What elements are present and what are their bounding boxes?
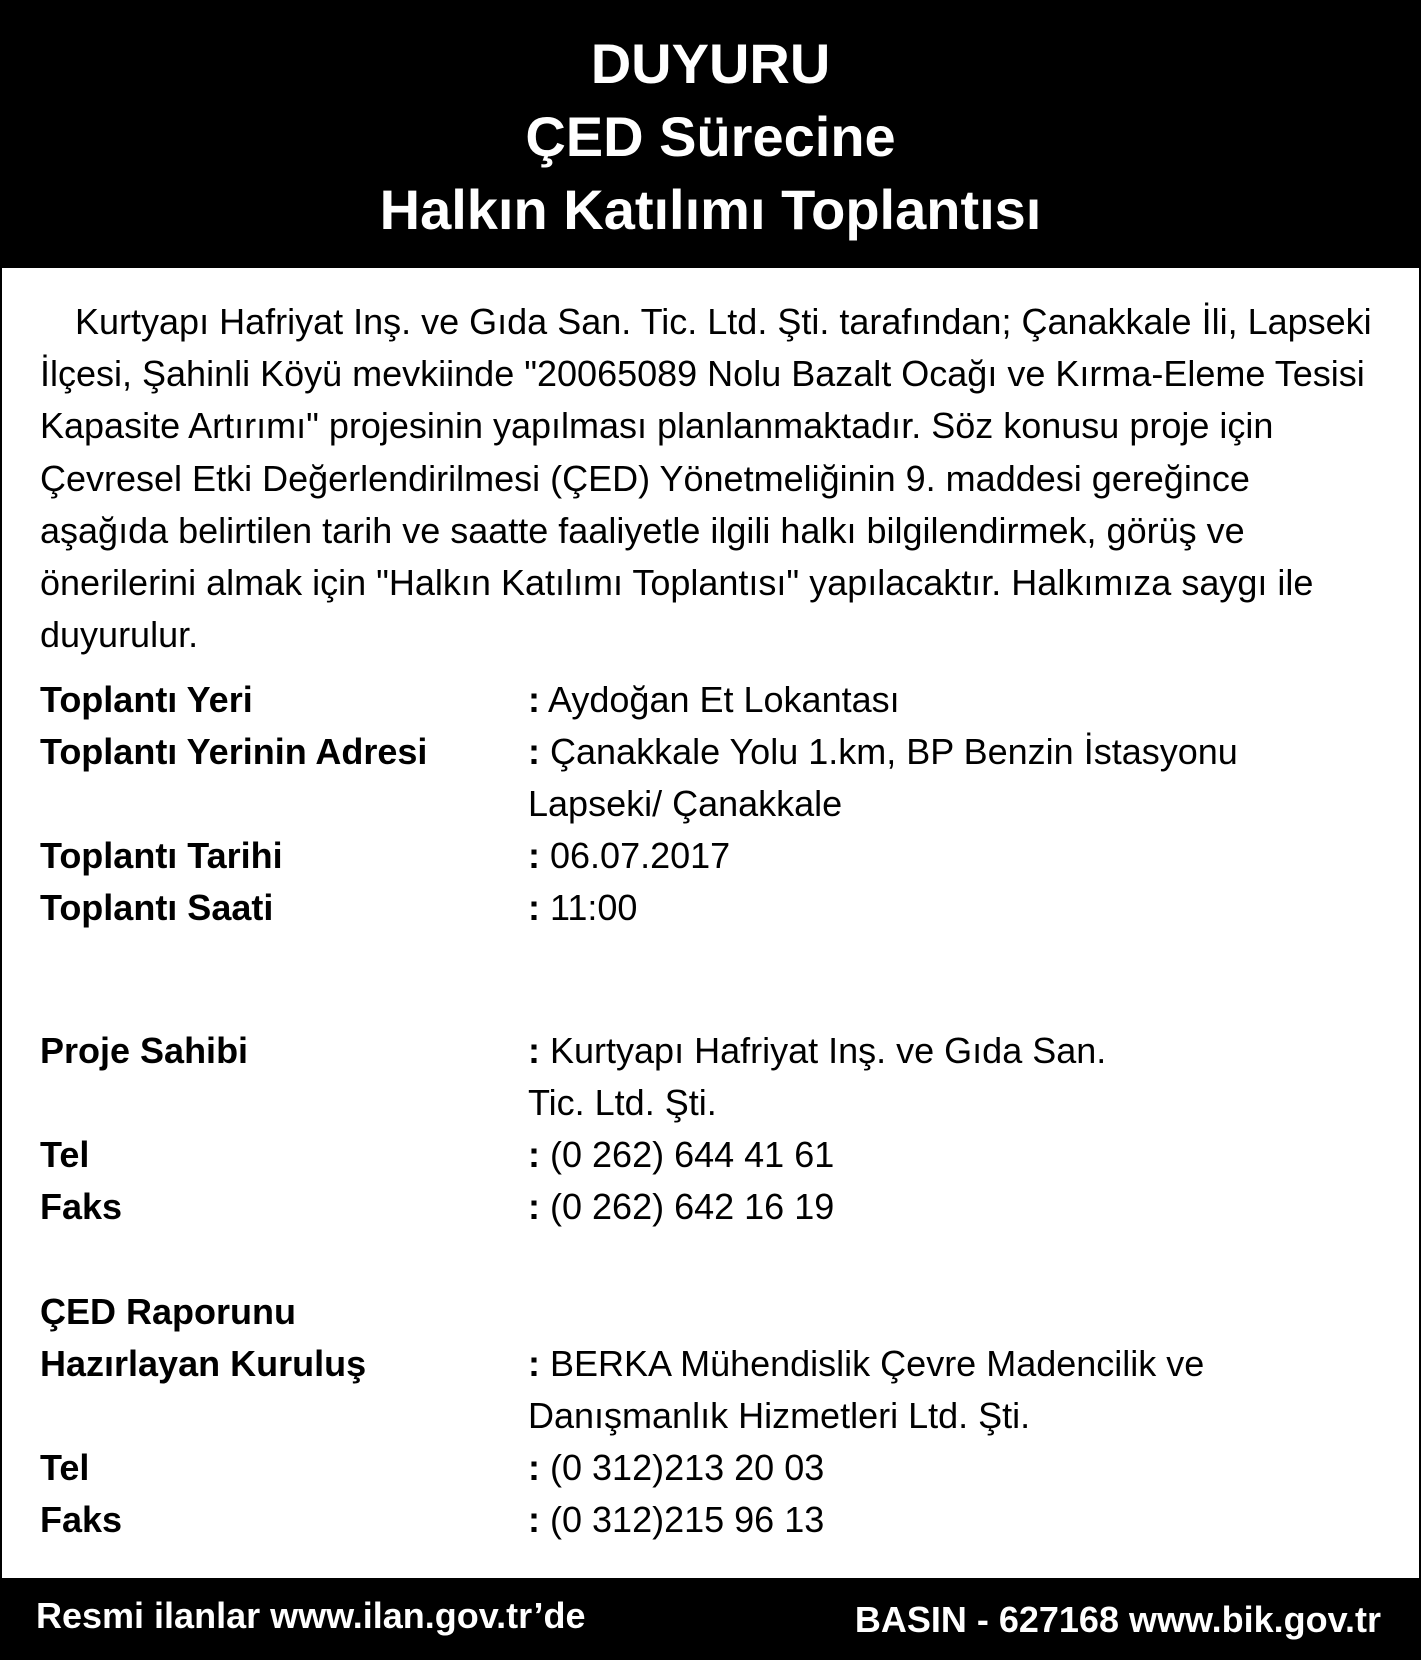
preparer-label-row-1 bbox=[40, 1286, 1380, 1338]
owner-fax-value: (0 262) 642 16 19 bbox=[550, 1186, 835, 1227]
owner-fax-label: Faks bbox=[40, 1186, 123, 1227]
meeting-place-label: Toplantı Yeri bbox=[40, 679, 253, 720]
colon: : bbox=[528, 1499, 540, 1540]
meeting-address-row bbox=[40, 726, 1380, 778]
meeting-date-value: 06.07.2017 bbox=[550, 835, 731, 876]
owner-tel-value: (0 262) 644 41 61 bbox=[550, 1134, 835, 1175]
preparer-label-2: Hazırlayan Kuruluş bbox=[40, 1343, 367, 1384]
announcement-header bbox=[0, 0, 1421, 268]
footer-left-text: Resmi ilanlar www.ilan.gov.tr’de bbox=[36, 1595, 586, 1636]
owner-value-1: Kurtyapı Hafriyat Inş. ve Gıda San. bbox=[550, 1030, 1107, 1071]
meeting-address-value-2: Lapseki/ Çanakkale bbox=[528, 783, 843, 824]
preparer-tel-value: (0 312)213 20 03 bbox=[550, 1447, 825, 1488]
meeting-date-row bbox=[40, 830, 1380, 882]
owner-label: Proje Sahibi bbox=[40, 1030, 249, 1071]
footer-right-text: BASIN - 627168 www.bik.gov.tr bbox=[854, 1599, 1381, 1640]
colon: : bbox=[528, 1447, 540, 1488]
intro-paragraph: Kurtyapı Hafriyat Inş. ve Gıda San. Tic. Ltd. Şti. tarafından; Çanakkale İli, Lapseki İlçesi, Şahinli Köyü mevkiinde "20065089 Nolu Bazalt Ocağı ve Kırma-Eleme Tesisi Kapasite Artırımı" projesinin yapılması planlanmaktadır. Söz konusu proje için Çevresel Etki Değerlendirilmesi (ÇED) Yönetmeliğinin 9. maddesi gereğince aşağıda belirtilen tarih ve saatte faaliyetle ilgili halkı bilgilendirmek, görüş ve önerilerini almak için "Halkın Katılımı Toplantısı" yapılacaktır. Halkımıza saygı ile duyurulur. bbox=[40, 301, 1372, 656]
meeting-info bbox=[40, 674, 1380, 934]
meeting-address-value-1: Çanakkale Yolu 1.km, BP Benzin İstasyonu bbox=[550, 731, 1238, 772]
colon: : bbox=[528, 835, 540, 876]
colon: : bbox=[528, 679, 540, 720]
meeting-address-label: Toplantı Yerinin Adresi bbox=[40, 731, 428, 772]
owner-fax-row bbox=[40, 1181, 1380, 1233]
colon: : bbox=[528, 731, 540, 772]
owner-info bbox=[40, 1025, 1380, 1233]
colon: : bbox=[528, 1343, 540, 1384]
announcement-footer bbox=[0, 1578, 1421, 1660]
preparer-fax-row bbox=[40, 1494, 1380, 1546]
owner-value-2: Tic. Ltd. Şti. bbox=[528, 1082, 717, 1123]
preparer-fax-value: (0 312)215 96 13 bbox=[550, 1499, 825, 1540]
preparer-info bbox=[40, 1286, 1380, 1546]
owner-row bbox=[40, 1025, 1380, 1077]
preparer-tel-row bbox=[40, 1442, 1380, 1494]
preparer-value-1: BERKA Mühendislik Çevre Madencilik ve bbox=[550, 1343, 1205, 1384]
colon: : bbox=[528, 1030, 540, 1071]
preparer-row bbox=[40, 1338, 1380, 1390]
meeting-date-label: Toplantı Tarihi bbox=[40, 835, 283, 876]
announcement-title: DUYURU bbox=[590, 32, 831, 95]
preparer-tel-label: Tel bbox=[40, 1447, 90, 1488]
meeting-time-row bbox=[40, 882, 1380, 934]
announcement-subtitle-1: ÇED Sürecine bbox=[525, 105, 896, 168]
owner-tel-label: Tel bbox=[40, 1134, 90, 1175]
meeting-place-value: Aydoğan Et Lokantası bbox=[548, 679, 900, 720]
preparer-label-1: ÇED Raporunu bbox=[40, 1291, 296, 1332]
colon: : bbox=[528, 1134, 540, 1175]
announcement-subtitle-2: Halkın Katılımı Toplantısı bbox=[379, 178, 1042, 241]
intro-section bbox=[40, 296, 1380, 661]
preparer-value-2: Danışmanlık Hizmetleri Ltd. Şti. bbox=[528, 1395, 1031, 1436]
meeting-time-value: 11:00 bbox=[550, 887, 638, 928]
meeting-time-label: Toplantı Saati bbox=[40, 887, 274, 928]
owner-tel-row bbox=[40, 1129, 1380, 1181]
colon: : bbox=[528, 887, 540, 928]
preparer-fax-label: Faks bbox=[40, 1499, 123, 1540]
meeting-place-row bbox=[40, 674, 1380, 726]
colon: : bbox=[528, 1186, 540, 1227]
